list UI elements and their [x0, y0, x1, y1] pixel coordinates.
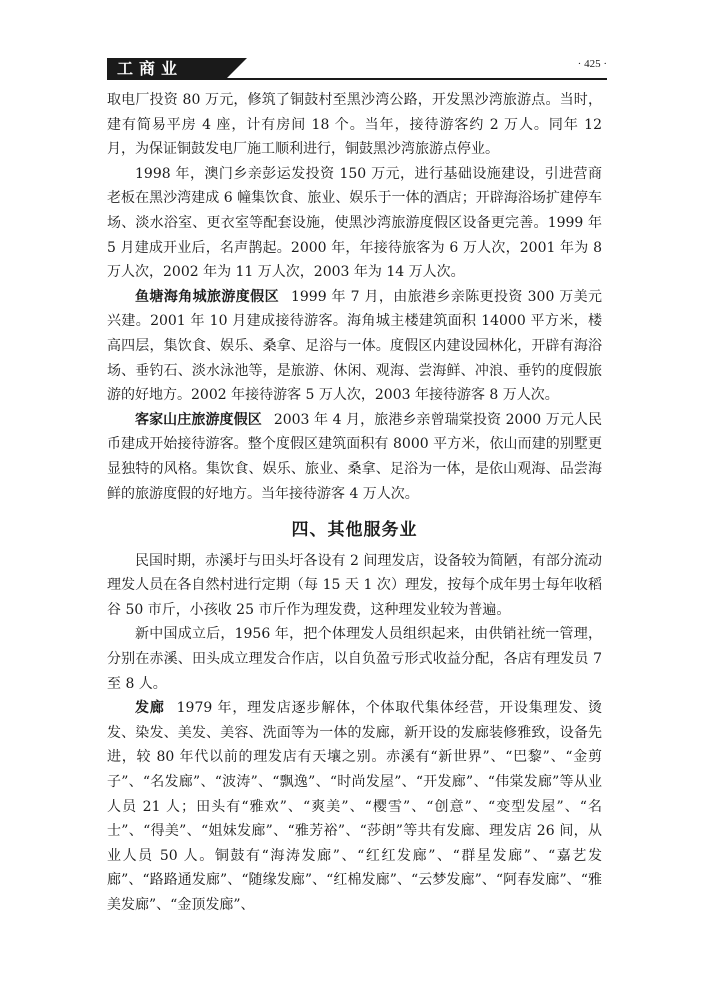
- page-body: [107, 88, 602, 918]
- paragraph-heishawan-1998: 1998 年，澳门乡亲彭运发投资 150 万元，进行基础设施建设，引进营商老板在黑沙湾建成 6 幢集饮食、旅业、娱乐于一体的酒店；开辟海浴场扩建停车场、淡水浴室、更衣室等配套设施，使黑沙湾旅游度假区设备更完善。1999 年 5 月建成开业后，名声鹊起。2000 年，年接待旅客为 6 万人次，2001 年为 8 万人次，2002 年为 11 万人次，2003 年为 14 万人次。: [107, 165, 602, 281]
- paragraph-continued: 取电厂投资 80 万元，修筑了铜鼓村至黑沙湾公路，开发黑沙湾旅游点。当时，建有简易平房 4 座，计有房间 18 个。当年，接待游客约 2 万人。同年 12 月，为保证铜鼓发电厂施工顺利进行，铜鼓黑沙湾旅游点停业。: [107, 92, 602, 158]
- paragraph-kejia-shanzhuang: [107, 408, 602, 506]
- term-falang: 发廊: [135, 700, 165, 717]
- chapter-title: 工商业: [117, 59, 184, 78]
- paragraph-haijiaocheng: [107, 285, 602, 408]
- header-rule: [107, 78, 607, 80]
- term-kejia-shanzhuang: 客家山庄旅游度假区: [135, 411, 262, 428]
- paragraph-falang: [107, 696, 602, 917]
- header-tab-corner: [225, 58, 247, 80]
- paragraph-1956: 新中国成立后，1956 年，把个体理发人员组织起来，由供销社统一管理，分别在赤溪、田头成立理发合作店，以自负盈亏形式收益分配，各店有理发员 7 至 8 人。: [107, 626, 602, 692]
- section-heading: 四、其他服务业: [291, 520, 418, 541]
- paragraph-text: 1999 年 7 月，由旅港乡亲陈更投资 300 万美元兴建。2001 年 10 月建成接待游客。海角城主楼建筑面积 14000 平方米，楼高四层，集饮食、娱乐、桑拿、足浴与一体。度假区内建设园林化，开辟有海浴场、垂钓石、淡水泳池等，是旅游、休闲、观海、尝海鲜、冲浪、垂钓的度假旅游的好地方。2002 年接待游客 5 万人次，2003 年接待游客 8 万人次。: [107, 288, 603, 404]
- page-number: · 425 ·: [577, 58, 607, 70]
- paragraph-minguo: 民国时期，赤溪圩与田头圩各设有 2 间理发店，设备较为简陋，有部分流动理发人员在各自然村进行定期（每 15 天 1 次）理发，按每个成年男士每年收稻谷 50 市斤，小孩收 25 市斤作为理发费，这种理发业较为普遍。: [107, 552, 602, 618]
- page-header: [107, 58, 607, 80]
- paragraph-text: 1979 年，理发店逐步解体，个体取代集体经营，开设集理发、烫发、染发、美发、美容、洗面等为一体的发廊，新开设的发廊装修雅致，设备先进，较 80 年代以前的理发店有天壤之别。赤溪有“新世界”、“巴黎”、“金剪子”、“名发廊”、“波涛”、“飘逸”、“时尚发屋”、“开发廊”、“伟棠发廊”等从业人员 21 人；田头有“雅欢”、“爽美”、“樱雪”、“创意”、“变型发屋”、“名士”、“得美”、“姐妹发廊”、“雅芳裕”、“莎朗”等共有发廊、理发店 26 间，从业人员 50 人。铜鼓有“海涛发廊”、“红红发廊”、“群星发廊”、“嘉艺发廊”、“路路通发廊”、“随缘发廊”、“红棉发廊”、“云梦发廊”、“阿春发廊”、“雅美发廊”、“金顶发廊”、: [107, 700, 603, 913]
- paragraph-text: 2003 年 4 月，旅港乡亲曾瑞棠投资 2000 万元人民币建成开始接待游客。整个度假区建筑面积有 8000 平方米，依山而建的别墅更显独特的风格。集饮食、娱乐、旅业、桑拿、足浴为一体，是依山观海、品尝海鲜的旅游度假的好地方。当年接待游客 4 万人次。: [107, 411, 603, 502]
- term-haijiaocheng: 鱼塘海角城旅游度假区: [135, 288, 279, 305]
